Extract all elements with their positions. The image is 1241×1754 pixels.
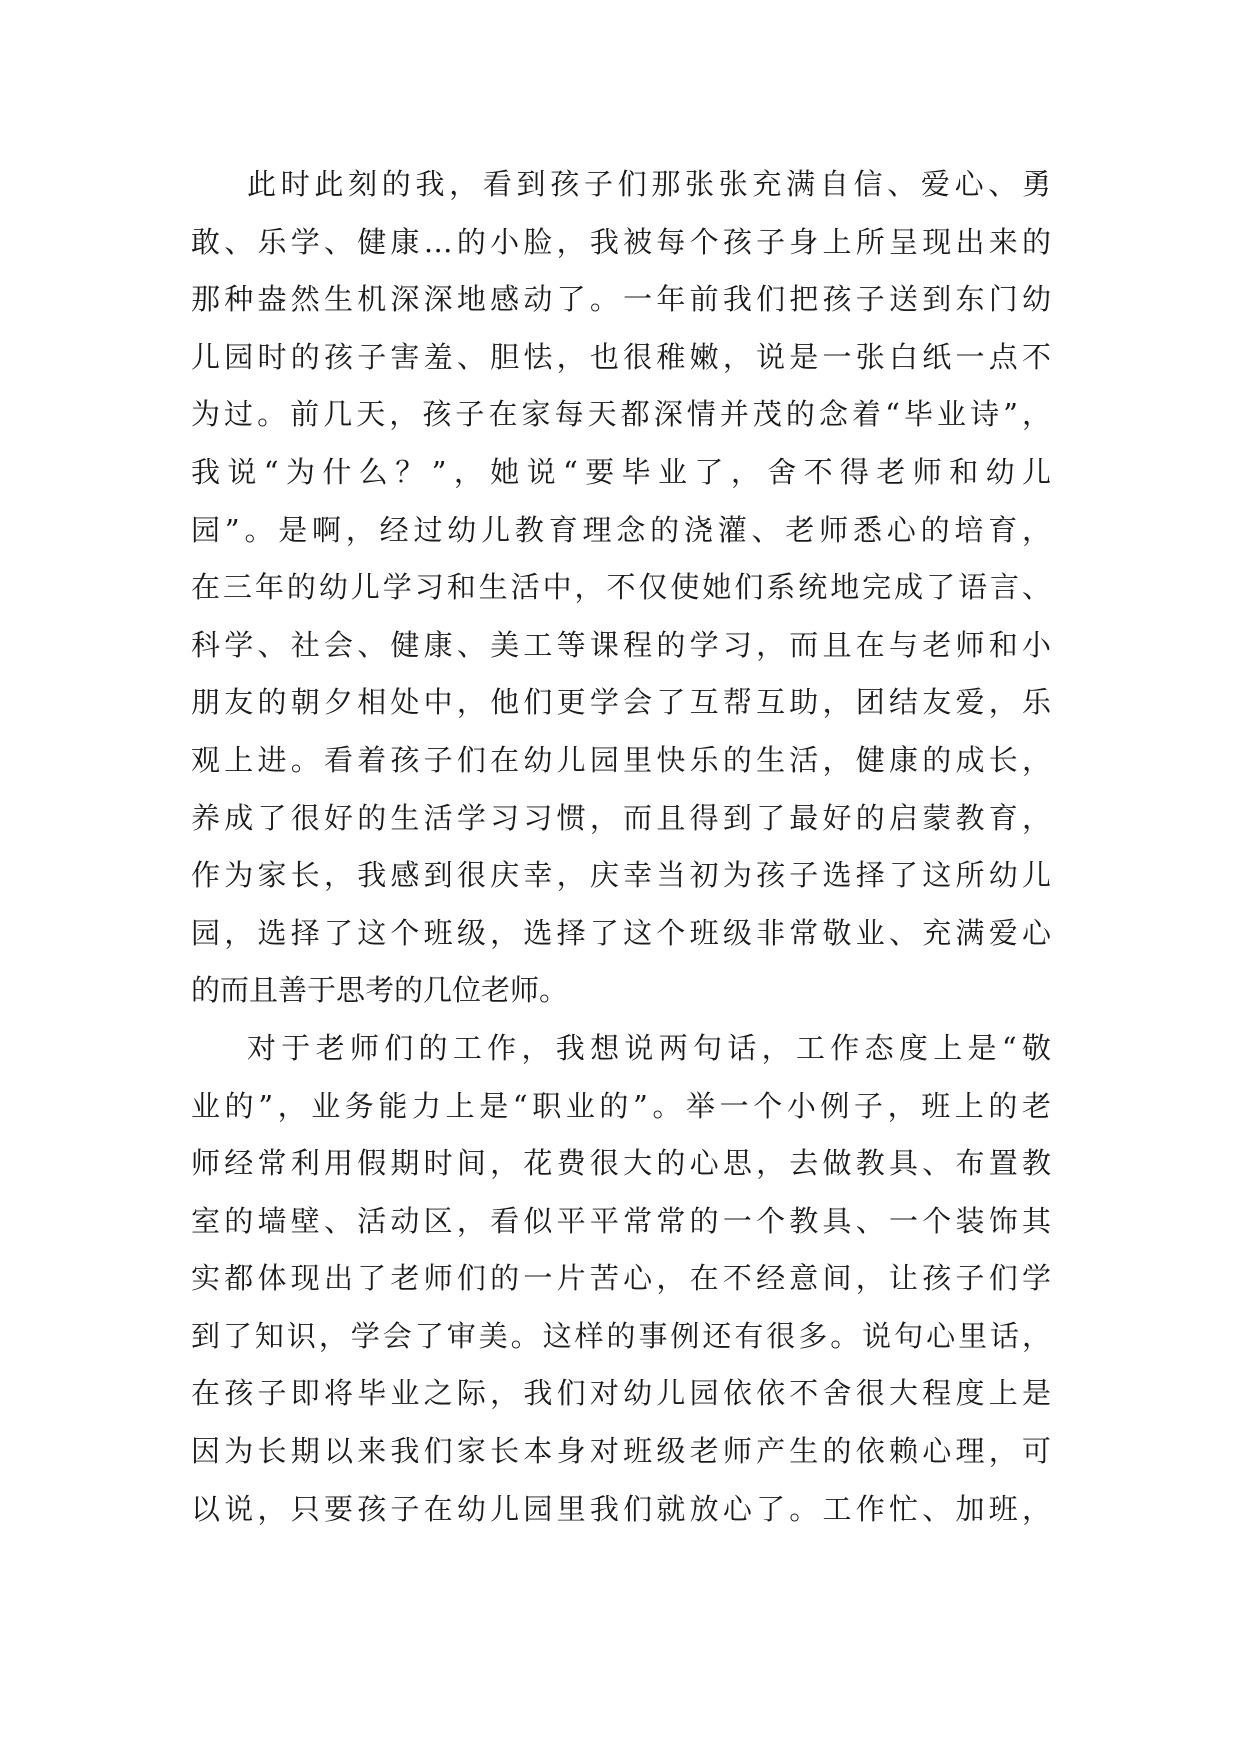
text-line: 观上进。看着孩子们在幼儿园里快乐的生活，健康的成长，	[191, 742, 1051, 777]
text-line: 朋友的朝夕相处中，他们更学会了互帮互助，团结友爱，乐	[191, 685, 1051, 720]
paragraph-2	[191, 1020, 1051, 1538]
text-line: 养成了很好的生活学习习惯，而且得到了最好的启蒙教育，	[191, 800, 1051, 835]
text-line: 园”。是啊，经过幼儿教育理念的浇灌、老师悉心的培育，	[191, 512, 1051, 547]
text-line: 因为长期以来我们家长本身对班级老师产生的依赖心理，可	[191, 1434, 1051, 1469]
text-line: 到了知识，学会了审美。这样的事例还有很多。说句心里话，	[191, 1318, 1051, 1353]
text-line: 室的墙壁、活动区，看似平平常常的一个教具、一个装饰其	[191, 1203, 1051, 1238]
text-line: 那种盎然生机深深地感动了。一年前我们把孩子送到东门幼	[191, 282, 1051, 317]
text-line: 在三年的幼儿学习和生活中，不仅使她们系统地完成了语言、	[191, 570, 1051, 605]
text-line: 我说“为什么？”，她说“要毕业了，舍不得老师和幼儿	[191, 454, 1051, 489]
text-line: 实都体现出了老师们的一片苦心，在不经意间，让孩子们学	[191, 1261, 1051, 1296]
text-line: 的而且善于思考的几位老师。	[191, 973, 569, 1008]
text-line: 儿园时的孩子害羞、胆怯，也很稚嫩，说是一张白纸一点不	[191, 339, 1051, 374]
text-line: 以说，只要孩子在幼儿园里我们就放心了。工作忙、加班，	[191, 1491, 1051, 1526]
text-line: 敢、乐学、健康…的小脸，我被每个孩子身上所呈现出来的	[191, 224, 1051, 259]
text-line: 为过。前几天，孩子在家每天都深情并茂的念着“毕业诗”，	[191, 397, 1051, 432]
text-line: 此时此刻的我，看到孩子们那张张充满自信、爱心、勇	[247, 167, 1051, 201]
text-line: 作为家长，我感到很庆幸，庆幸当初为孩子选择了这所幼儿	[191, 858, 1051, 893]
text-line: 业的”，业务能力上是“职业的”。举一个小例子，班上的老	[191, 1088, 1051, 1123]
document-body	[191, 156, 1051, 1538]
text-line: 师经常利用假期时间，花费很大的心思，去做教具、布置教	[191, 1146, 1051, 1181]
text-line: 在孩子即将毕业之际，我们对幼儿园依依不舍很大程度上是	[191, 1376, 1051, 1411]
text-line: 对于老师们的工作，我想说两句话，工作态度上是“敬	[247, 1030, 1051, 1065]
text-line: 科学、社会、健康、美工等课程的学习，而且在与老师和小	[191, 627, 1051, 662]
paragraph-1	[191, 156, 1051, 1020]
text-line: 园，选择了这个班级，选择了这个班级非常敬业、充满爱心	[191, 915, 1051, 950]
